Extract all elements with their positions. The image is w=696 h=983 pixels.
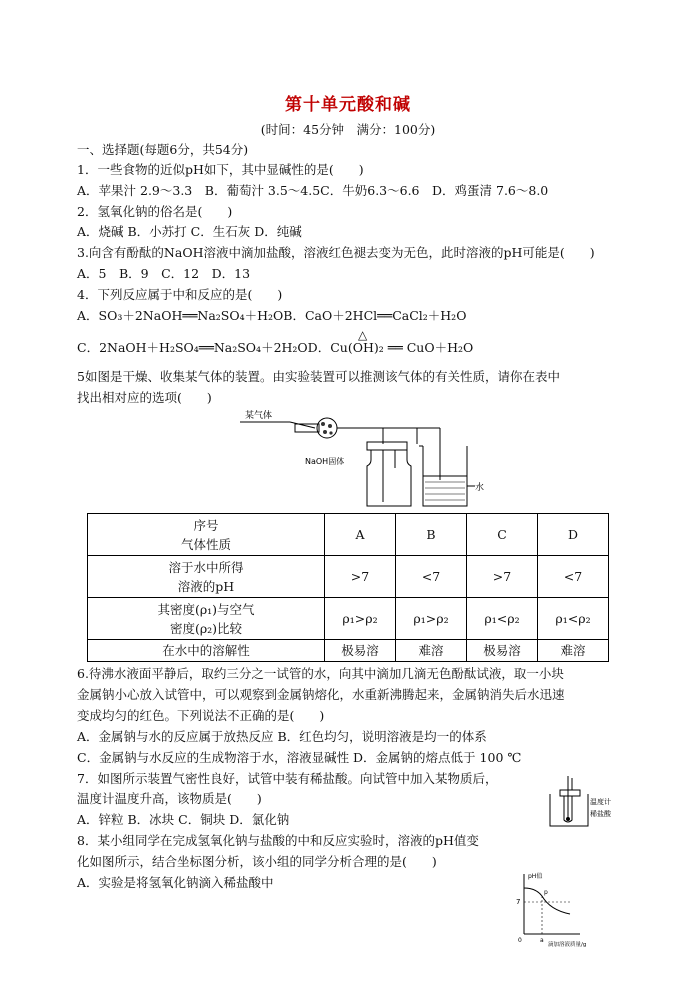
q8-option-a: A．实验是将氢氧化钠滴入稀盐酸中 xyxy=(77,875,274,890)
stopper xyxy=(560,790,580,796)
table-row xyxy=(88,556,609,598)
q8-stem-line2: 化如图所示，结合坐标图分析，该小组的同学分析合理的是( ) xyxy=(77,854,437,869)
table-cell: >7 xyxy=(325,556,396,598)
section-heading: 一、选择题(每题6分，共54分) xyxy=(77,142,249,157)
col-header: D xyxy=(538,514,609,556)
q3-stem: 3.向含有酚酞的NaOH溶液中滴加盐酸，溶液红色褪去变为无色，此时溶液的pH可能是( ) xyxy=(77,245,595,260)
q2-options: A．烧碱 B．小苏打 C．生石灰 D．纯碱 xyxy=(77,224,302,239)
heat-symbol: △ xyxy=(358,328,368,342)
header-cell xyxy=(88,514,325,556)
col-header: B xyxy=(396,514,467,556)
q5-stem-line1: 5如图是干燥、收集某气体的装置。由实验装置可以推测该气体的有关性质，请你在表中 xyxy=(77,369,560,384)
table-row xyxy=(88,598,609,640)
table-cell: 难溶 xyxy=(396,640,467,662)
q3-options: A．5 B．9 C．12 D．13 xyxy=(77,266,251,281)
table-row xyxy=(88,640,609,662)
dryer-label: NaOH固体 xyxy=(305,457,345,466)
origin-label: 0 xyxy=(518,937,522,944)
q4-options-ab: A．SO₃＋2NaOH══Na₂SO₄＋H₂OB．CaO＋2HCl══CaCl₂＋H₂O xyxy=(77,308,467,323)
q1-options: A．苹果汁 2.9～3.3 B．葡萄汁 3.5～4.5C．牛奶6.3～6.6 D．鸡蛋清 7.6～8.0 xyxy=(77,183,549,198)
drying-bulb xyxy=(317,418,337,438)
x-axis-label: 滴加溶液质量/g xyxy=(548,942,587,948)
table-cell: <7 xyxy=(396,556,467,598)
table-cell: <7 xyxy=(538,556,609,598)
q4-options-cd: C．2NaOH＋H₂SO₄══Na₂SO₄＋2H₂OD．Cu(OH)₂ ══ CuO＋H₂O xyxy=(77,340,474,355)
point-p-label: p xyxy=(544,889,548,896)
table-cell: >7 xyxy=(467,556,538,598)
page-subtitle: (时间：45分钟 满分：100分) xyxy=(260,122,436,137)
row-label: 其密度(ρ₁)与空气 密度(ρ₂)比较 xyxy=(88,598,325,640)
row-label: 溶于水中所得 溶液的pH xyxy=(88,556,325,598)
table-cell: 难溶 xyxy=(538,640,609,662)
table-cell: 极易溶 xyxy=(325,640,396,662)
drying-tube-left xyxy=(295,424,319,432)
gas-label: 某气体 xyxy=(245,411,273,421)
q4-stem: 4．下列反应属于中和反应的是( ) xyxy=(77,287,283,302)
table-cell: ρ₁>ρ₂ xyxy=(396,598,467,640)
water-label: 水 xyxy=(475,483,485,493)
q6-stem-line1: 6.待沸水液面平静后，取约三分之一试管的水，向其中滴加几滴无色酚酞试液，取一小块 xyxy=(77,666,564,681)
table-cell: ρ₁<ρ₂ xyxy=(467,598,538,640)
col-header: A xyxy=(325,514,396,556)
table-cell: ρ₁<ρ₂ xyxy=(538,598,609,640)
header-bottom: 气体性质 xyxy=(180,536,231,552)
page-title: 第十单元酸和碱 xyxy=(285,95,411,115)
q6-options-cd: C．金属钠与水反应的生成物溶于水，溶液显碱性 D．金属钠的熔点低于 100 ℃ xyxy=(77,750,522,765)
acid-label: 稀盐酸 xyxy=(590,810,611,818)
tick-7: 7 xyxy=(516,898,521,906)
y-axis-label: pH值 xyxy=(528,873,543,880)
q7-stem-line2: 温度计温度升高，该物质是( ) xyxy=(77,791,262,806)
table-cell: 极易溶 xyxy=(467,640,538,662)
q6-options-ab: A．金属钠与水的反应属于放热反应 B．红色均匀，说明溶液是均一的体系 xyxy=(77,729,487,744)
col-header: C xyxy=(467,514,538,556)
q5-stem-line2: 找出相对应的选项( ) xyxy=(77,390,212,405)
q7-stem-line1: 7．如图所示装置气密性良好，试管中装有稀盐酸。向试管中加入某物质后， xyxy=(77,771,498,786)
q7-options: A．锌粒 B．冰块 C．铜块 D．氯化钠 xyxy=(77,812,290,827)
header-top: 序号 xyxy=(193,517,219,533)
q6-stem-line2: 金属钠小心放入试管中，可以观察到金属钠熔化，水重新沸腾起来，金属钠消失后水迅速 xyxy=(77,687,565,702)
q6-stem-line3: 变成均匀的红色。下列说法不正确的是( ) xyxy=(77,708,325,723)
q2-stem: 2．氢氧化钠的俗名是( ) xyxy=(77,204,233,219)
q8-ph-graph xyxy=(508,868,618,948)
q7-apparatus-figure xyxy=(542,774,632,832)
q1-stem: 1．一些食物的近似pH如下，其中显碱性的是( ) xyxy=(77,162,364,177)
thermo-label: 温度计 xyxy=(590,798,611,806)
q5-table xyxy=(87,513,609,662)
collection-bottle xyxy=(367,450,411,506)
q8-stem-line1: 8．某小组同学在完成氢氧化钠与盐酸的中和反应实验时，溶液的pH值变 xyxy=(77,833,479,848)
table-cell: ρ₁>ρ₂ xyxy=(325,598,396,640)
table-header-row xyxy=(88,514,609,556)
bottle-stopper xyxy=(367,442,407,450)
q5-apparatus-figure xyxy=(235,408,495,512)
outer-flask xyxy=(550,794,588,826)
row-label: 在水中的溶解性 xyxy=(88,640,325,662)
point-a-label: a xyxy=(540,937,544,944)
